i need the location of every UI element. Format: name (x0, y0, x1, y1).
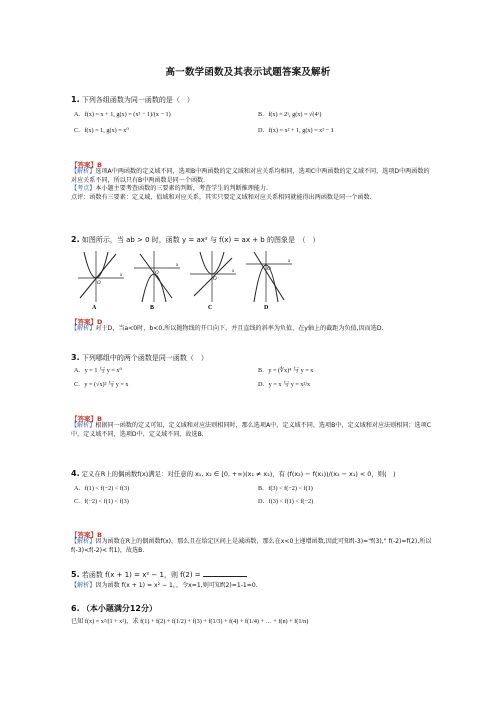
svg-text:x: x (120, 273, 123, 278)
question-stem: 下列各组函数为同一函数的是（ ） (81, 96, 194, 104)
graph-label-b: B (150, 305, 155, 310)
answer-2: 【答案】D (71, 318, 103, 326)
svg-text:O: O (267, 267, 271, 272)
svg-text:O: O (155, 271, 159, 276)
question-2 (71, 235, 319, 245)
option-a: A．f(1) < f(−2) < f(3) (74, 485, 130, 492)
explanation-text: 选项A中两函数的定义域不同，选项B中两函数的定义域和对应关系均相同，选项C中两函数的定义域不同，选项D中两函数的对应关系不同，所以只有B中两函数是同一个函数. (71, 168, 430, 184)
explanation-4 (71, 538, 433, 555)
question-number: 3. (71, 353, 80, 362)
graph-label-d: D (264, 305, 269, 310)
graph-label-c: C (208, 305, 213, 310)
option-c: C．f(x) = 1, g(x) = x⁰ (74, 127, 129, 134)
question-stem: 下列哪组中的两个函数是同一函数（ ） (81, 354, 208, 362)
answer-3: 【答案】B (71, 415, 102, 423)
explanation-2 (71, 325, 433, 334)
graph-b (134, 251, 180, 302)
question-4 (71, 469, 396, 479)
graph-a (78, 251, 124, 302)
function-graphs-figure (76, 248, 298, 310)
knowledge-point-tag: 【考点】 (71, 185, 96, 193)
svg-text:x: x (232, 269, 235, 274)
answer-blank (203, 576, 247, 577)
svg-text:x: x (176, 263, 179, 268)
question-number: 6. (71, 604, 80, 613)
explanation-tag: 【解析】 (71, 325, 96, 332)
question-number: 2. (71, 235, 80, 244)
explanation-text: 因为函数 f(x + 1) = x² − 1，，令x=1,则可知f(2)=1-1=0. (95, 582, 258, 589)
explanation-text: 根据同一函数的定义可知，定义域和对应法则相同时，那么选项A中，定义域不同，选项B中，定义域和对应法则相同；选项C中，定义域不同，选项D中，定义域不同，故选B. (71, 422, 431, 438)
question-stem: 如图所示，当 ab > 0 时，函数 y = ax² 与 f(x) = ax + b 的图象是 （ ） (81, 236, 320, 244)
option-c: C．f(−2) < f(1) < f(3) (74, 498, 129, 505)
question-stem: 定义在R上的偶函数f(x)满足：对任意的 x₁, x₂ ∈ [0, +∞)(x₁ ≠ x₂)，有 (f(x₂) − f(x₁))/(x₂ − x₁) < 0，则( ) (81, 470, 396, 478)
knowledge-point-text: 本小题主要考查函数的三要素的判断，考查学生的判断推理能力. (95, 185, 268, 193)
explanation-text: 对于D，当a<0时，b<0,所以抛物线的开口向下，并且直线的斜率为负值，在y轴上的截距为负值,因而选D. (95, 325, 384, 332)
option-d: D．f(3) < f(1) < f(−2) (258, 498, 314, 505)
explanation-text: 因为函数在R上的偶函数f(x)，那么且在给定区间上是减函数，那么在x<0上递增函数,因此可知f(-3)="f(3)," f(-2)=f(2),所以f(-3)<f(-2)< f(1)，故选B. (71, 538, 432, 554)
option-d: D．y = x 与 y = x²/x (258, 381, 311, 388)
option-a: A．f(x) = x + 1, g(x) = (x² − 1)/(x − 1) (74, 111, 171, 118)
comment-text: 点评：函数有三要素：定义域、值域和对应关系，其实只要定义域和对应关系相同就能得出两函数是同一个函数. (71, 193, 372, 201)
explanation-tag: 【解析】 (71, 538, 96, 545)
option-b: B．f(3) < f(−2) < f(1) (258, 485, 313, 492)
graph-label-a: A (92, 305, 97, 310)
question-6 (71, 604, 157, 614)
explanation-5 (71, 582, 433, 591)
question-stem: 若函数 f(x + 1) = x² − 1，则 f(2) = (81, 571, 203, 579)
question-3 (71, 353, 208, 363)
option-a: A．y = 1 与 y = x⁰ (74, 367, 122, 374)
explanation-tag: 【解析】 (71, 422, 96, 429)
question-1 (71, 95, 194, 105)
explanation-tag: 【解析】 (71, 168, 96, 175)
page-title: 高一数学函数及其表示试题答案及解析 (165, 67, 331, 78)
question-header: （本小题满分12分） (81, 604, 157, 613)
explanation-tag: 【解析】 (71, 582, 96, 589)
svg-text:x: x (288, 259, 291, 264)
answer-4: 【答案】B (71, 531, 102, 539)
option-b: B．y = (∜x)⁴ 与 y = x (258, 367, 314, 374)
option-b: B．f(x) = 2ˣ, g(x) = √(4ˣ) (258, 111, 322, 118)
answer-1: 【答案】B (71, 161, 102, 169)
question-number: 5. (71, 570, 80, 579)
graph-d (246, 251, 292, 302)
option-d: D．f(x) = x² + 1, g(x) = x² − 1 (258, 127, 334, 134)
option-c: C．y = (√x)² 与 y = x (74, 381, 129, 388)
question-number: 4. (71, 469, 80, 478)
svg-text:O: O (97, 281, 101, 286)
explanation-1 (71, 168, 433, 202)
graph-c (190, 251, 236, 302)
question-5 (71, 570, 247, 580)
question-6-stem: 已知 f(x) = x²/(1 + x²)，求 f(1) + f(2) + f(1/2) + f(3) + f(1/3) + f(4) + f(1/4) + … + f(n) + f(1/n) (71, 618, 309, 625)
svg-text:O: O (213, 277, 217, 282)
question-number: 1. (71, 95, 80, 104)
explanation-3 (71, 422, 433, 439)
